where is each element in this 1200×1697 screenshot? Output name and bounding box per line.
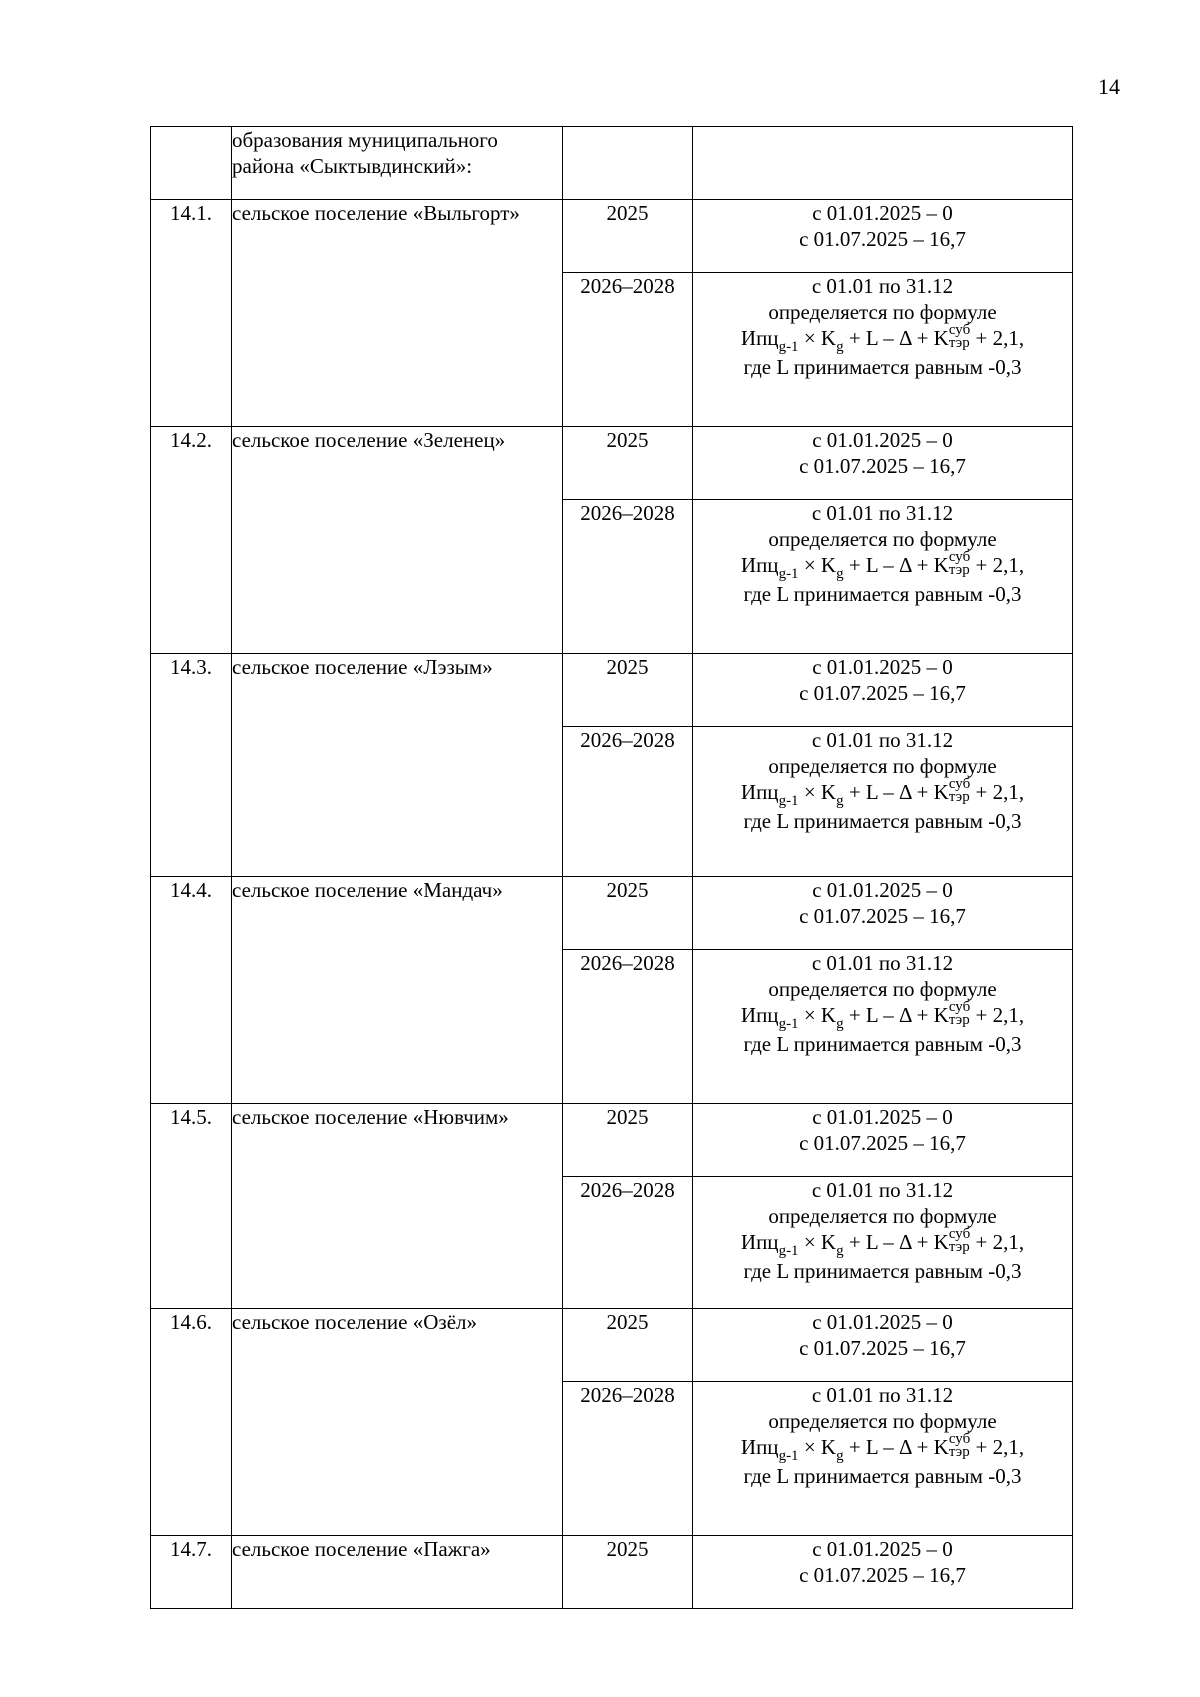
year-2025: 2025 xyxy=(563,877,693,950)
value-l-note: где L принимается равным -0,3 xyxy=(743,355,1022,379)
year-2026-2028: 2026–2028 xyxy=(563,273,693,427)
formula-part1: Ипц xyxy=(740,1003,779,1027)
header-num-cell xyxy=(151,127,232,200)
year-2025: 2025 xyxy=(563,654,693,727)
value-2025-line2: с 01.07.2025 – 16,7 xyxy=(799,1563,966,1587)
formula-sub2: g xyxy=(836,1016,844,1032)
value-2026-2028 xyxy=(693,1382,1073,1536)
value-2025-line2: с 01.07.2025 – 16,7 xyxy=(799,681,966,705)
value-formula-caption: определяется по формуле xyxy=(768,754,997,778)
settlement-name: сельское поселение «Пажга» xyxy=(232,1536,563,1609)
formula-sub1: g-1 xyxy=(778,566,799,582)
value-2025 xyxy=(693,427,1073,500)
formula-sup: суб xyxy=(948,776,971,793)
value-2025-line1: с 01.01.2025 – 0 xyxy=(812,878,953,902)
year-2026-2028: 2026–2028 xyxy=(563,1177,693,1309)
row-number: 14.7. xyxy=(151,1536,232,1609)
formula-sub1: g-1 xyxy=(778,1243,799,1259)
formula-part2: × K xyxy=(798,1003,837,1027)
value-l-note: где L принимается равным -0,3 xyxy=(743,582,1022,606)
year-2026-2028: 2026–2028 xyxy=(563,727,693,877)
formula-sub3: тэр xyxy=(948,789,970,806)
value-2025 xyxy=(693,654,1073,727)
row-number: 14.2. xyxy=(151,427,232,654)
formula-part1: Ипц xyxy=(740,1230,779,1254)
value-2025-line1: с 01.01.2025 – 0 xyxy=(812,1310,953,1334)
table-row-2025 xyxy=(151,877,1073,950)
value-2025 xyxy=(693,200,1073,273)
table-row-2025 xyxy=(151,200,1073,273)
table-header-row xyxy=(151,127,1073,200)
value-2025 xyxy=(693,1104,1073,1177)
formula-sub3: тэр xyxy=(948,1239,970,1256)
formula-sub3: тэр xyxy=(948,1012,970,1029)
formula-sup: суб xyxy=(948,999,971,1016)
value-2025-line2: с 01.07.2025 – 16,7 xyxy=(799,1131,966,1155)
value-2025-line1: с 01.01.2025 – 0 xyxy=(812,201,953,225)
formula-supsub xyxy=(949,1001,970,1027)
value-formula-caption: определяется по формуле xyxy=(768,1204,997,1228)
value-2025 xyxy=(693,1536,1073,1609)
value-period-line: с 01.01 по 31.12 xyxy=(811,1178,954,1202)
formula-part1: Ипц xyxy=(740,553,779,577)
formula-part3: + L – Δ + K xyxy=(843,1435,949,1459)
table-body xyxy=(151,127,1073,1609)
value-2025-line1: с 01.01.2025 – 0 xyxy=(812,655,953,679)
value-2025-line2: с 01.07.2025 – 16,7 xyxy=(799,454,966,478)
formula-part3: + L – Δ + K xyxy=(843,326,949,350)
page-number: 14 xyxy=(1098,74,1120,99)
value-2026-2028 xyxy=(693,950,1073,1104)
formula-sub1: g-1 xyxy=(778,1016,799,1032)
value-period-line: с 01.01 по 31.12 xyxy=(811,1383,954,1407)
value-2025-line2: с 01.07.2025 – 16,7 xyxy=(799,904,966,928)
value-formula-caption: определяется по формуле xyxy=(768,300,997,324)
settlement-name: сельское поселение «Озёл» xyxy=(232,1309,563,1536)
value-2025-line1: с 01.01.2025 – 0 xyxy=(812,428,953,452)
header-name-line1: образования муниципального xyxy=(232,128,498,152)
formula-part4: + 2,1, xyxy=(970,326,1025,350)
formula-sup: суб xyxy=(948,322,971,339)
value-2026-2028 xyxy=(693,727,1073,877)
formula-sub1: g-1 xyxy=(778,1448,799,1464)
formula-sub1: g-1 xyxy=(778,793,799,809)
value-l-note: где L принимается равным -0,3 xyxy=(743,1259,1022,1283)
formula-supsub xyxy=(949,778,970,804)
header-name-line2: района «Сыктывдинский»: xyxy=(232,154,473,178)
value-l-note: где L принимается равным -0,3 xyxy=(743,1464,1022,1488)
formula-sup: суб xyxy=(948,1226,971,1243)
settlement-name: сельское поселение «Лэзым» xyxy=(232,654,563,877)
formula-part2: × K xyxy=(798,1435,837,1459)
formula xyxy=(693,999,1072,1032)
formula-sub2: g xyxy=(836,1448,844,1464)
value-2025 xyxy=(693,1309,1073,1382)
row-number: 14.3. xyxy=(151,654,232,877)
header-name-cell xyxy=(232,127,563,200)
formula-part3: + L – Δ + K xyxy=(843,553,949,577)
formula-sub3: тэр xyxy=(948,1444,970,1461)
year-2025: 2025 xyxy=(563,200,693,273)
year-2026-2028: 2026–2028 xyxy=(563,1382,693,1536)
value-period-line: с 01.01 по 31.12 xyxy=(811,728,954,752)
value-period-line: с 01.01 по 31.12 xyxy=(811,951,954,975)
value-period-line: с 01.01 по 31.12 xyxy=(811,501,954,525)
formula-sup: суб xyxy=(948,1431,971,1448)
row-number: 14.4. xyxy=(151,877,232,1104)
header-year-cell xyxy=(563,127,693,200)
year-2026-2028: 2026–2028 xyxy=(563,950,693,1104)
table-row-2025 xyxy=(151,427,1073,500)
formula-sub2: g xyxy=(836,1243,844,1259)
formula-part3: + L – Δ + K xyxy=(843,780,949,804)
formula-supsub xyxy=(949,1433,970,1459)
formula xyxy=(693,322,1072,355)
formula xyxy=(693,1226,1072,1259)
formula-part4: + 2,1, xyxy=(970,553,1025,577)
value-2025-line2: с 01.07.2025 – 16,7 xyxy=(799,227,966,251)
formula-part4: + 2,1, xyxy=(970,1435,1025,1459)
formula-sub2: g xyxy=(836,793,844,809)
table-row-2025 xyxy=(151,1104,1073,1177)
year-2026-2028: 2026–2028 xyxy=(563,500,693,654)
value-formula-caption: определяется по формуле xyxy=(768,977,997,1001)
value-l-note: где L принимается равным -0,3 xyxy=(743,1032,1022,1056)
row-number: 14.5. xyxy=(151,1104,232,1309)
year-2025: 2025 xyxy=(563,1536,693,1609)
formula-supsub xyxy=(949,1228,970,1254)
formula xyxy=(693,776,1072,809)
value-2026-2028 xyxy=(693,1177,1073,1309)
row-number: 14.1. xyxy=(151,200,232,427)
value-2025 xyxy=(693,877,1073,950)
table-row-2025 xyxy=(151,1309,1073,1382)
value-period-line: с 01.01 по 31.12 xyxy=(811,274,954,298)
formula xyxy=(693,549,1072,582)
formula-part2: × K xyxy=(798,326,837,350)
year-2025: 2025 xyxy=(563,1309,693,1382)
formula-sup: суб xyxy=(948,549,971,566)
settlement-name: сельское поселение «Мандач» xyxy=(232,877,563,1104)
formula-sub2: g xyxy=(836,339,844,355)
row-number: 14.6. xyxy=(151,1309,232,1536)
year-2025: 2025 xyxy=(563,427,693,500)
formula-part1: Ипц xyxy=(740,780,779,804)
formula-part3: + L – Δ + K xyxy=(843,1230,949,1254)
formula-part4: + 2,1, xyxy=(970,1003,1025,1027)
value-formula-caption: определяется по формуле xyxy=(768,1409,997,1433)
table-row-2025 xyxy=(151,1536,1073,1609)
formula-supsub xyxy=(949,324,970,350)
settlement-name: сельское поселение «Выльгорт» xyxy=(232,200,563,427)
formula-part1: Ипц xyxy=(740,326,779,350)
formula-part4: + 2,1, xyxy=(970,1230,1025,1254)
tariff-table xyxy=(150,126,1073,1609)
formula xyxy=(693,1431,1072,1464)
formula-sub2: g xyxy=(836,566,844,582)
formula-part2: × K xyxy=(798,1230,837,1254)
value-l-note: где L принимается равным -0,3 xyxy=(743,809,1022,833)
formula-part2: × K xyxy=(798,553,837,577)
value-2025-line1: с 01.01.2025 – 0 xyxy=(812,1105,953,1129)
formula-supsub xyxy=(949,551,970,577)
value-2025-line2: с 01.07.2025 – 16,7 xyxy=(799,1336,966,1360)
formula-sub3: тэр xyxy=(948,335,970,352)
formula-part1: Ипц xyxy=(740,1435,779,1459)
table-row-2025 xyxy=(151,654,1073,727)
header-value-cell xyxy=(693,127,1073,200)
value-formula-caption: определяется по формуле xyxy=(768,527,997,551)
formula-part4: + 2,1, xyxy=(970,780,1025,804)
value-2026-2028 xyxy=(693,500,1073,654)
value-2025-line1: с 01.01.2025 – 0 xyxy=(812,1537,953,1561)
settlement-name: сельское поселение «Нювчим» xyxy=(232,1104,563,1309)
year-2025: 2025 xyxy=(563,1104,693,1177)
formula-sub3: тэр xyxy=(948,562,970,579)
formula-part2: × K xyxy=(798,780,837,804)
value-2026-2028 xyxy=(693,273,1073,427)
settlement-name: сельское поселение «Зеленец» xyxy=(232,427,563,654)
formula-sub1: g-1 xyxy=(778,339,799,355)
formula-part3: + L – Δ + K xyxy=(843,1003,949,1027)
